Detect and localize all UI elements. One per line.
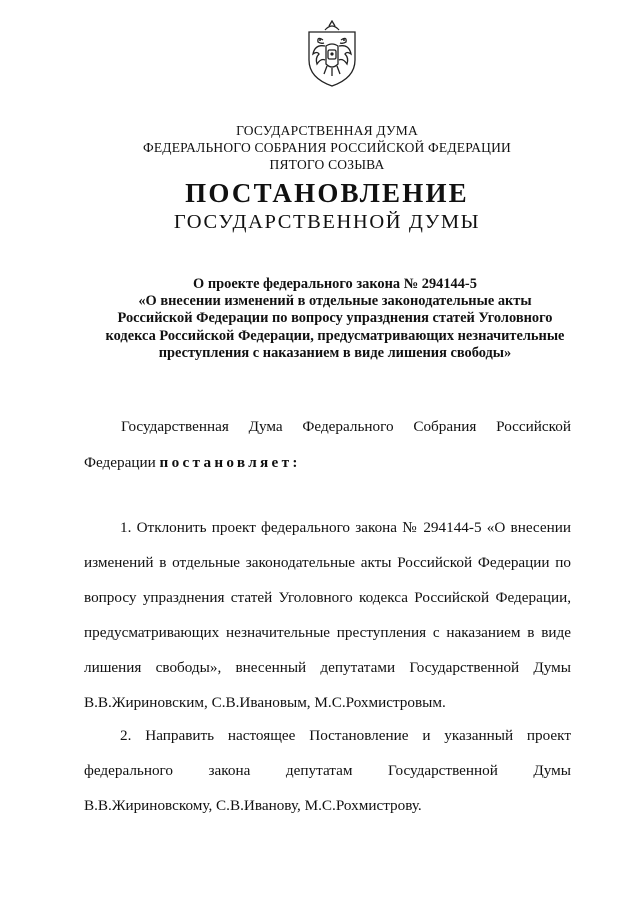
header-line-2: ФЕДЕРАЛЬНОГО СОБРАНИЯ РОССИЙСКОЙ ФЕДЕРАЦИИ (143, 140, 511, 155)
subject-line-5: преступления с наказанием в виде лишения свободы» (158, 344, 512, 361)
left-wing (313, 46, 325, 64)
item-2-paragraph: 2. Направить настоящее Постановление и указанный проект федерального закона депутатам Государственной Думы В.В.Жириновскому, С.В.Иванову, М.С.Рохмистрову. (84, 727, 571, 814)
preamble-paragraph (84, 409, 571, 481)
subject-heading (70, 276, 600, 362)
header-line-3: ПЯТОГО СОЗЫВА (269, 157, 385, 172)
subject-line-3: Российской Федерации по вопросу упразднения статей Уголовного (117, 310, 553, 327)
subject-line-1: О проекте федерального закона № 294144-5 (193, 276, 477, 292)
preamble-text: Государственная Дума Федерального Собрания Российской Федерации (84, 418, 571, 471)
header-line-1: ГОСУДАРСТВЕННАЯ ДУМА (236, 123, 418, 138)
subject-line-4: кодекса Российской Федерации, предусматривающих незначительные (105, 327, 565, 344)
item-1-paragraph: 1. Отклонить проект федерального закона № 294144-5 «О внесении изменений в отдельные законодательные акты Российской Федерации по вопросу упразднения статей Уголовного кодекса Российской Федерации, предусматривающих незначительные преступления с наказанием в виде лишения свободы», внесенный депутатами Государственной Думы В.В.Жириновским, С.В.Ивановым, М.С.Рохмистровым. (84, 519, 571, 711)
resolution-verb: постановляет: (159, 454, 301, 471)
right-wing (339, 46, 351, 64)
issuer-header (0, 122, 640, 173)
coat-of-arms-emblem (303, 20, 361, 88)
document-title: ПОСТАНОВЛЕНИЕ (185, 178, 469, 208)
document-subtitle: ГОСУДАРСТВЕННОЙ ДУМЫ (173, 211, 481, 233)
crown (325, 21, 339, 30)
subject-line-2: «О внесении изменений в отдельные законодательные акты (138, 293, 532, 310)
